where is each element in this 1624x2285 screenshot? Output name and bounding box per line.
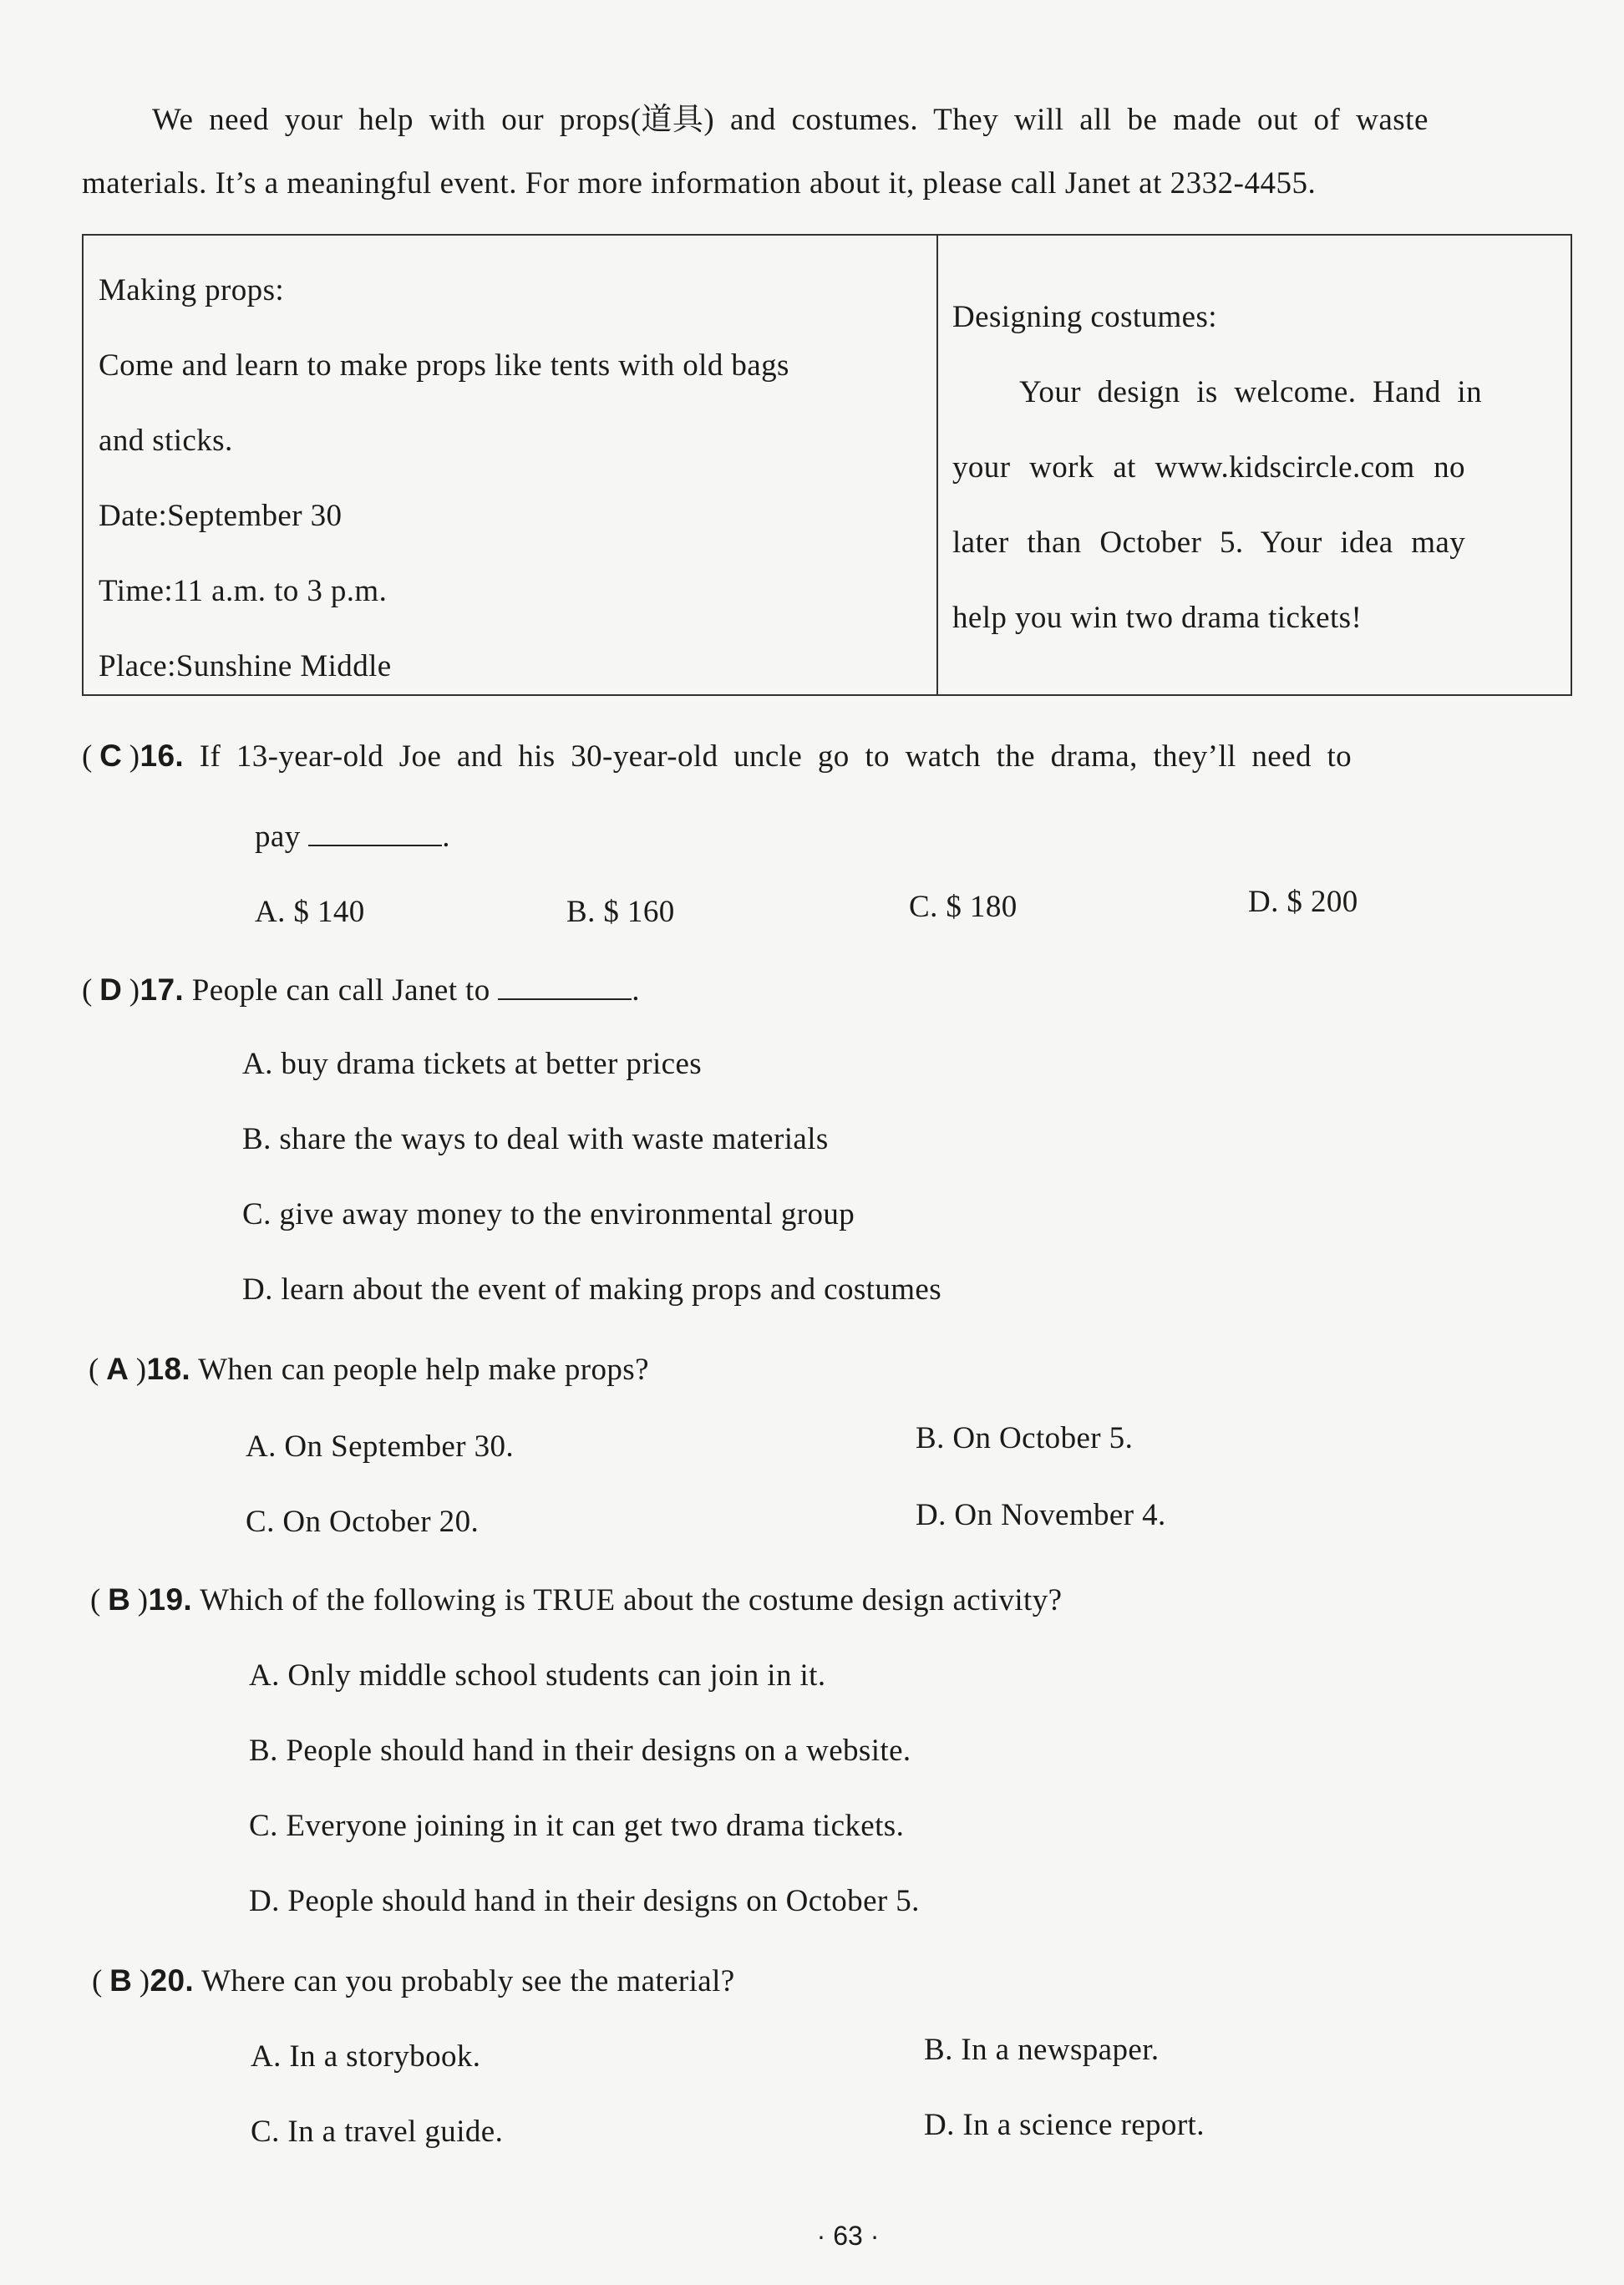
option-19-c: C. Everyone joining in it can get two drama tickets. bbox=[249, 1809, 905, 1843]
designing-costumes-line-2: your work at www.kidscircle.com no bbox=[952, 450, 1465, 485]
question-number-19: 19. bbox=[148, 1582, 193, 1617]
table-divider bbox=[936, 236, 938, 694]
question-17-stem: People can call Janet to bbox=[191, 973, 490, 1008]
page-number: · 63 · bbox=[816, 2221, 880, 2251]
making-props-place: Place:Sunshine Middle bbox=[99, 649, 392, 683]
making-props-date: Date:September 30 bbox=[99, 499, 343, 533]
making-props-body-2: and sticks. bbox=[99, 424, 233, 458]
option-18-a: A. On September 30. bbox=[246, 1429, 515, 1464]
question-19: ( B )19. Which of the following is TRUE about the costume design activity? bbox=[90, 1582, 1063, 1617]
option-16-c: C. $ 180 bbox=[909, 890, 1018, 924]
question-20-stem: Where can you probably see the material? bbox=[201, 1964, 735, 1998]
option-18-b: B. On October 5. bbox=[916, 1421, 1134, 1455]
intro-line-2: materials. It’s a meaningful event. For more information about it, please call Janet at 2332-4455. bbox=[82, 166, 1317, 201]
answer-blank-16 bbox=[308, 820, 442, 846]
question-number-16: 16. bbox=[140, 739, 185, 773]
option-18-c: C. On October 20. bbox=[246, 1505, 480, 1539]
designing-costumes-line-1: Your design is welcome. Hand in bbox=[1019, 375, 1482, 409]
designing-costumes-cell bbox=[952, 236, 1562, 694]
question-18-stem: When can people help make props? bbox=[198, 1353, 649, 1387]
option-20-b: B. In a newspaper. bbox=[924, 2033, 1160, 2067]
making-props-time: Time:11 a.m. to 3 p.m. bbox=[99, 574, 388, 608]
designing-costumes-line-3: later than October 5. Your idea may bbox=[952, 526, 1466, 560]
option-19-d: D. People should hand in their designs on October 5. bbox=[249, 1884, 920, 1918]
answer-19: B bbox=[108, 1582, 131, 1617]
answer-18: A bbox=[106, 1352, 129, 1386]
question-16-line-2: pay . bbox=[255, 820, 450, 854]
intro-line-1: We need your help with our props(道具) and costumes. They will all be made out of waste bbox=[152, 103, 1429, 137]
question-number-20: 20. bbox=[150, 1963, 195, 1998]
answer-17: D bbox=[99, 972, 123, 1007]
option-16-a: A. $ 140 bbox=[255, 895, 365, 929]
question-19-stem: Which of the following is TRUE about the costume design activity? bbox=[200, 1583, 1063, 1617]
option-20-a: A. In a storybook. bbox=[251, 2039, 481, 2074]
option-16-d: D. $ 200 bbox=[1248, 885, 1358, 919]
option-17-d: D. learn about the event of making props and costumes bbox=[242, 1272, 942, 1307]
designing-costumes-heading: Designing costumes: bbox=[952, 300, 1217, 334]
question-16-stem-2: pay bbox=[255, 820, 301, 854]
option-17-c: C. give away money to the environmental group bbox=[242, 1197, 855, 1231]
making-props-heading: Making props: bbox=[99, 273, 285, 307]
option-17-b: B. share the ways to deal with waste materials bbox=[242, 1122, 829, 1156]
question-20: ( B )20. Where can you probably see the material? bbox=[92, 1963, 735, 1998]
option-17-a: A. buy drama tickets at better prices bbox=[242, 1047, 703, 1081]
info-table bbox=[82, 234, 1572, 696]
making-props-body-1: Come and learn to make props like tents with old bags bbox=[99, 348, 789, 383]
question-16: ( C )16. If 13-year-old Joe and his 30-year-old uncle go to watch the drama, they’ll need to bbox=[82, 739, 1352, 774]
option-19-b: B. People should hand in their designs on a website. bbox=[249, 1734, 911, 1768]
answer-20: B bbox=[109, 1963, 133, 1998]
option-19-a: A. Only middle school students can join in it. bbox=[249, 1658, 826, 1693]
question-number-18: 18. bbox=[146, 1352, 191, 1386]
question-18: ( A )18. When can people help make props? bbox=[89, 1352, 649, 1387]
option-16-b: B. $ 160 bbox=[566, 895, 675, 929]
question-number-17: 17. bbox=[140, 972, 185, 1007]
question-16-stem-1: If 13-year-old Joe and his 30-year-old uncle go to watch the drama, they’ll need to bbox=[199, 739, 1352, 774]
designing-costumes-line-4: help you win two drama tickets! bbox=[952, 601, 1363, 635]
option-20-d: D. In a science report. bbox=[924, 2108, 1205, 2142]
option-18-d: D. On November 4. bbox=[916, 1498, 1166, 1532]
question-17: ( D )17. People can call Janet to . bbox=[82, 972, 640, 1008]
answer-blank-17 bbox=[498, 973, 632, 1000]
option-20-c: C. In a travel guide. bbox=[251, 2115, 504, 2149]
making-props-cell bbox=[99, 236, 926, 694]
answer-16: C bbox=[99, 739, 123, 773]
